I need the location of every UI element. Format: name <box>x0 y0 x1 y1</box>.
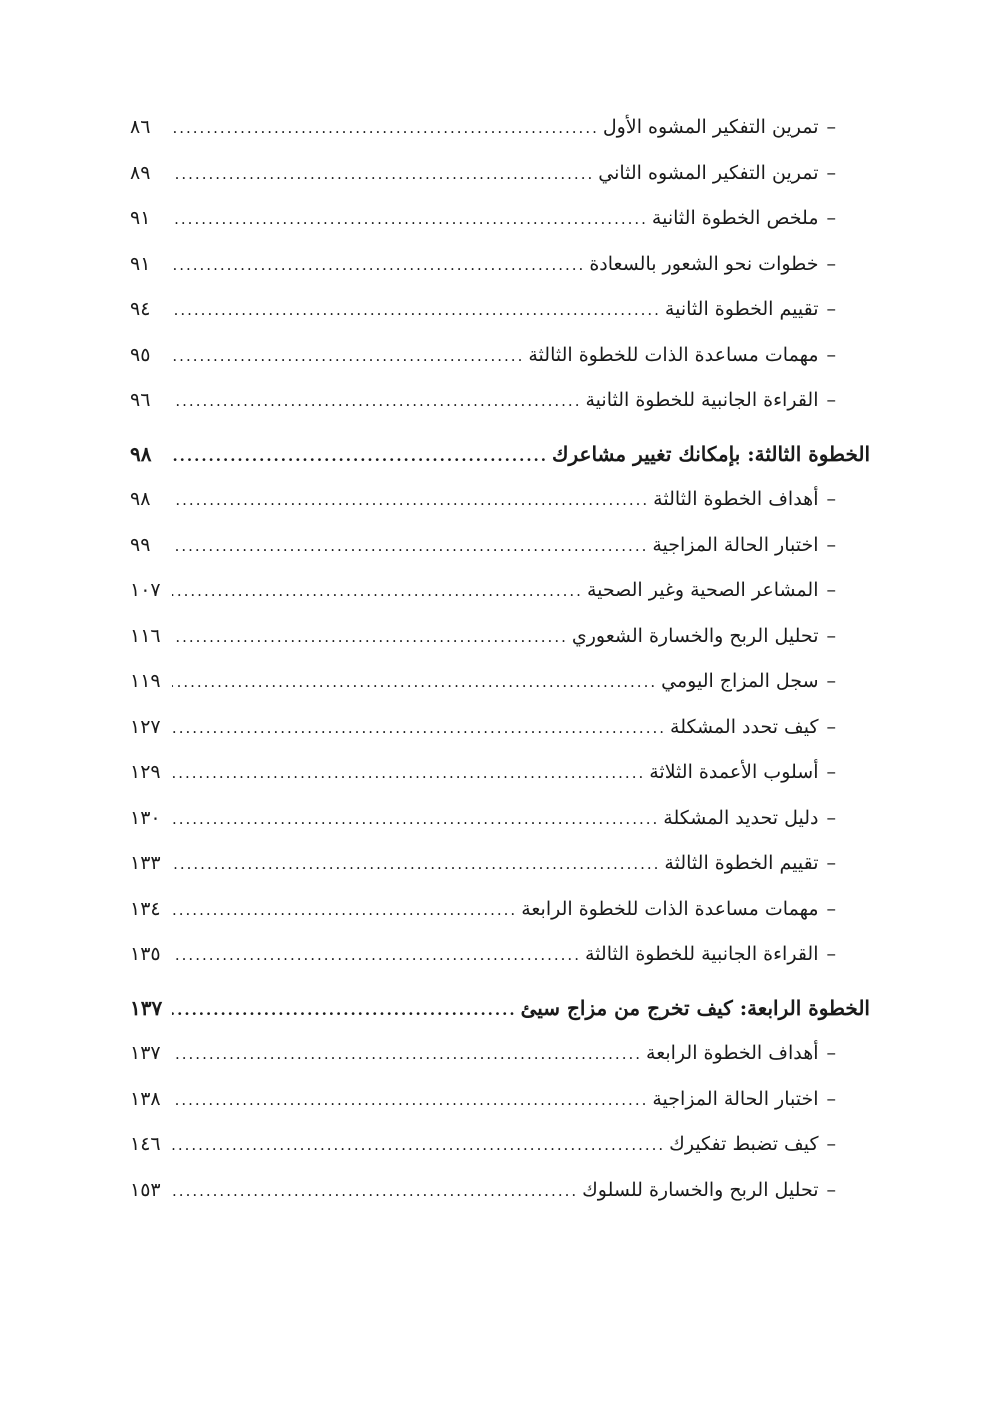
toc-entry-title: سجل المزاج اليومي <box>661 670 819 692</box>
toc-heading-step-4[interactable] <box>130 986 870 1032</box>
toc-entry[interactable] <box>130 614 870 660</box>
toc-entry-title: مهمات مساعدة الذات للخطوة الرابعة <box>521 897 819 920</box>
dot-leader <box>172 379 581 425</box>
toc-entry-bullet: – <box>826 624 836 647</box>
toc-entry-bullet: – <box>826 343 836 366</box>
toc-entry-title: اختبار الحالة المزاجية <box>652 533 819 556</box>
toc-entry-title: تحليل الربح والخسارة الشعوري <box>571 624 819 647</box>
dot-leader <box>172 1078 648 1124</box>
dot-leader <box>172 524 648 570</box>
toc-entry-bullet: – <box>826 389 836 411</box>
toc-entry[interactable] <box>130 705 870 751</box>
dot-leader <box>172 288 661 334</box>
dot-leader <box>172 660 657 706</box>
toc-entry-bullet: – <box>826 715 836 738</box>
toc-entry-page: ١٣٨ <box>130 1087 161 1110</box>
dot-leader <box>172 243 585 289</box>
toc-heading-step-3[interactable] <box>130 432 870 478</box>
toc-entry-bullet: – <box>826 207 836 229</box>
toc-entry-title: القراءة الجانبية للخطوة الثانية <box>585 389 819 411</box>
toc-heading-title: الخطوة الثالثة: بإمكانك تغيير مشاعرك <box>552 441 870 466</box>
toc-entry-title: المشاعر الصحية وغير الصحية <box>586 579 819 601</box>
toc-entry-bullet: – <box>826 806 836 829</box>
toc-entry-title: أهداف الخطوة الثالثة <box>653 488 819 510</box>
toc-entry-page: ٩٥ <box>130 343 151 366</box>
toc-entry-page: ١٣٧ <box>130 1042 161 1064</box>
toc-entry-bullet: – <box>826 1042 836 1064</box>
toc-entry[interactable] <box>130 1031 870 1077</box>
toc-entry[interactable] <box>130 568 870 614</box>
toc-entry-page: ٩٩ <box>130 533 151 556</box>
table-of-contents <box>130 105 870 1213</box>
toc-entry[interactable] <box>130 151 870 197</box>
toc-entry-title: تقييم الخطوة الثالثة <box>664 852 819 874</box>
toc-entry-page: ٨٩ <box>130 161 151 184</box>
toc-entry-bullet: – <box>826 852 836 874</box>
toc-entry[interactable] <box>130 287 870 333</box>
toc-entry-page: ١٣٠ <box>130 806 161 829</box>
toc-entry-title: خطوات نحو الشعور بالسعادة <box>589 252 819 275</box>
toc-entry[interactable] <box>130 659 870 705</box>
toc-entry[interactable] <box>130 333 870 379</box>
toc-entry-bullet: – <box>826 1178 836 1201</box>
toc-entry-title: أسلوب الأعمدة الثلاثة <box>649 761 819 783</box>
toc-entry-page: ١٣٣ <box>130 852 161 874</box>
toc-entry-bullet: – <box>826 943 836 965</box>
toc-entry-page: ١٢٩ <box>130 761 161 783</box>
toc-entry-title: دليل تحديد المشكلة <box>663 806 819 829</box>
dot-leader <box>172 1123 665 1169</box>
toc-entry[interactable] <box>130 750 870 796</box>
toc-entry-page: ٩١ <box>130 252 151 275</box>
toc-entry-page: ١٣٥ <box>130 943 161 965</box>
dot-leader <box>172 152 594 198</box>
toc-entry[interactable] <box>130 378 870 424</box>
toc-entry-page: ٩٤ <box>130 298 151 320</box>
toc-entry-bullet: – <box>826 533 836 556</box>
toc-entry-title: أهداف الخطوة الرابعة <box>646 1042 819 1064</box>
toc-entry[interactable] <box>130 523 870 569</box>
toc-entry-bullet: – <box>826 579 836 601</box>
toc-entry-title: تحليل الربح والخسارة للسلوك <box>582 1178 819 1201</box>
dot-leader <box>172 933 581 979</box>
toc-entry-bullet: – <box>826 252 836 275</box>
dot-leader <box>172 569 583 615</box>
toc-entry[interactable] <box>130 932 870 978</box>
toc-entry-title: ملخص الخطوة الثانية <box>651 207 819 229</box>
toc-entry[interactable] <box>130 841 870 887</box>
toc-heading-page: ٩٨ <box>130 441 152 466</box>
toc-entry[interactable] <box>130 1168 870 1214</box>
dot-leader <box>172 434 548 480</box>
toc-entry-bullet: – <box>826 1133 836 1155</box>
toc-entry[interactable] <box>130 796 870 842</box>
dot-leader <box>172 706 666 752</box>
dot-leader <box>172 478 649 524</box>
toc-entry-page: ٨٦ <box>130 116 151 138</box>
toc-entry-page: ٩١ <box>130 207 151 229</box>
toc-entry[interactable] <box>130 1077 870 1123</box>
toc-entry-page: ٩٦ <box>130 389 151 411</box>
toc-entry-page: ١٢٧ <box>130 715 161 738</box>
toc-entry-bullet: – <box>826 488 836 510</box>
toc-entry-bullet: – <box>826 761 836 783</box>
toc-entry-title: تمرين التفكير المشوه الثاني <box>598 161 819 184</box>
dot-leader <box>172 197 648 243</box>
toc-entry-page: ١٤٦ <box>130 1133 161 1155</box>
toc-entry[interactable] <box>130 887 870 933</box>
dot-leader <box>172 615 568 661</box>
toc-entry-title: القراءة الجانبية للخطوة الثالثة <box>584 943 819 965</box>
toc-entry-title: مهمات مساعدة الذات للخطوة الثالثة <box>528 343 819 366</box>
toc-entry[interactable] <box>130 1122 870 1168</box>
toc-entry-bullet: – <box>826 298 836 320</box>
toc-entry[interactable] <box>130 477 870 523</box>
toc-entry-page: ١٠٧ <box>130 579 161 601</box>
toc-entry-page: ١١٦ <box>130 624 161 647</box>
toc-entry-bullet: – <box>826 161 836 184</box>
toc-entry-bullet: – <box>826 116 836 138</box>
toc-entry-title: كيف تضبط تفكيرك <box>669 1133 819 1155</box>
dot-leader <box>172 106 599 152</box>
toc-heading-title: الخطوة الرابعة: كيف تخرج من مزاج سيئ <box>520 995 870 1020</box>
toc-heading-page: ١٣٧ <box>130 995 163 1020</box>
toc-entry-page: ١١٩ <box>130 670 161 692</box>
toc-entry-title: تقييم الخطوة الثانية <box>664 298 819 320</box>
toc-entry-bullet: – <box>826 897 836 920</box>
toc-entry[interactable] <box>130 105 870 151</box>
dot-leader <box>172 797 659 843</box>
toc-entry-bullet: – <box>826 670 836 692</box>
dot-leader <box>172 751 645 797</box>
dot-leader <box>172 888 517 934</box>
toc-entry[interactable] <box>130 242 870 288</box>
toc-entry-page: ١٥٣ <box>130 1178 161 1201</box>
toc-entry-page: ٩٨ <box>130 488 151 510</box>
dot-leader <box>172 842 660 888</box>
toc-entry-title: اختبار الحالة المزاجية <box>652 1087 819 1110</box>
toc-entry-page: ١٣٤ <box>130 897 161 920</box>
toc-entry-title: تمرين التفكير المشوه الأول <box>602 116 819 138</box>
toc-entry-title: كيف تحدد المشكلة <box>670 715 819 738</box>
toc-entry-bullet: – <box>826 1087 836 1110</box>
dot-leader <box>172 334 524 380</box>
dot-leader <box>172 1032 642 1078</box>
dot-leader <box>172 988 517 1034</box>
toc-entry[interactable] <box>130 196 870 242</box>
dot-leader <box>172 1169 578 1215</box>
